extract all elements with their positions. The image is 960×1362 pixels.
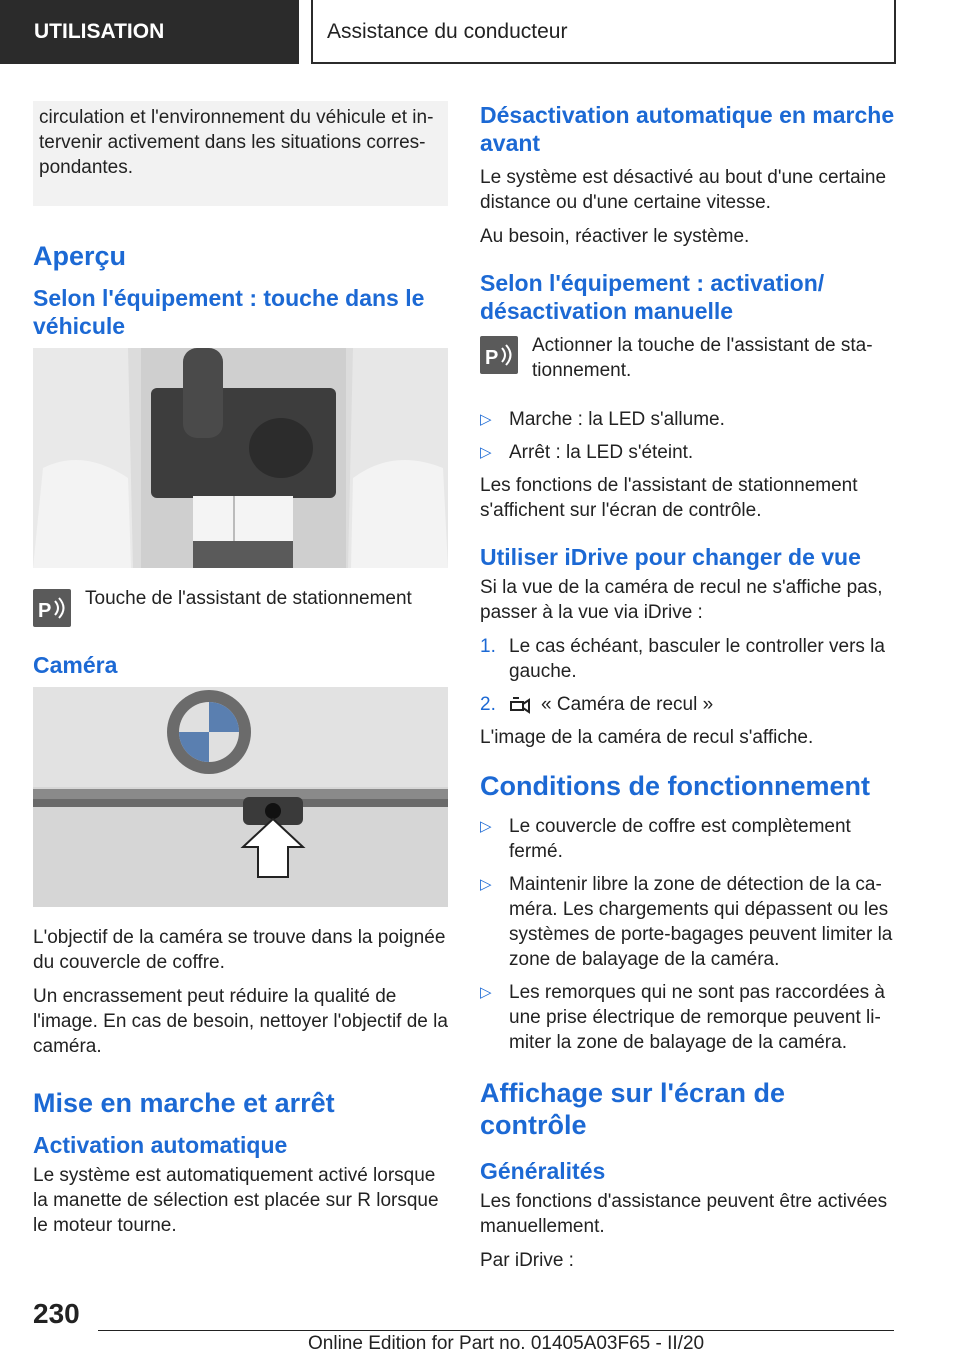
parking-assistant-icon (33, 589, 71, 627)
p-activation: Le système est automatiquement activé lorsque la manette de sélection est placée sur R lorsque le moteur tourne. (33, 1165, 439, 1236)
p-desactive: Le système est désactivé au bout d'une certaine distance ou d'une certaine vitesse. (480, 167, 887, 213)
p-si-vue: Si la vue de la caméra de recul ne s'affiche pas, passer à la vue via iDrive : (480, 577, 883, 623)
p-objectif: L'objectif de la caméra se trouve dans la poignée du couvercle de coffre. (33, 927, 446, 973)
p-par-idrive: Par iDrive : (480, 1250, 574, 1271)
svg-text:P: P (38, 600, 52, 622)
heading-camera: Caméra (33, 652, 118, 678)
heading-desactivation: Désactivation automatique en marche avant (480, 102, 895, 156)
heading-generalites: Généralités (480, 1158, 606, 1184)
footer-edition: Online Edition for Part no. 01405A03F65 - II/20 (308, 1333, 705, 1354)
list-item: 1. Le cas échéant, basculer le controller vers la gauche. (480, 636, 885, 682)
camera-photo (33, 687, 448, 907)
p-encrassement: Un encrassement peut réduire la qualité de l'image. En cas de besoin, nettoyer l'objectif de la caméra. (33, 986, 448, 1057)
parking-assistant-icon (480, 336, 518, 374)
led-list (480, 407, 895, 465)
info-note: circulation et l'environnement du véhicule et in-tervenir activement dans les situations corres-pondantes. (33, 101, 448, 206)
page-number: 230 (33, 1298, 80, 1329)
p-image: L'image de la caméra de recul s'affiche. (480, 727, 814, 748)
steps-list (480, 634, 895, 717)
heading-touche: Selon l'équipement : touche dans le véhicule (33, 285, 425, 339)
console-photo (33, 348, 448, 568)
right-column (480, 101, 895, 1282)
triangle-bullet-icon: ▷ (480, 444, 492, 461)
actionner-row (480, 333, 895, 383)
touche-caption: Touche de l'assistant de stationnement (85, 588, 412, 609)
footer-divider (98, 1330, 894, 1331)
list-item: ▷ Le couvercle de coffre est complètement fermé. (480, 816, 851, 862)
svg-text:P: P (485, 347, 499, 369)
p-reactiver: Au besoin, réactiver le système. (480, 226, 750, 247)
heading-affichage: Affichage sur l'écran de contrôle (480, 1078, 786, 1140)
chapter-tab: Assistance du conducteur (311, 0, 896, 64)
heading-idrive: Utiliser iDrive pour changer de vue (480, 544, 861, 570)
rear-camera-icon (509, 696, 533, 714)
p-generalites: Les fonctions d'assistance peuvent être activées manuellement. (480, 1191, 888, 1237)
section-tab: UTILISATION (0, 0, 299, 64)
triangle-bullet-icon: ▷ (480, 876, 492, 893)
list-item: ▷ Marche : la LED s'allume. (480, 409, 725, 430)
list-item: ▷ Arrêt : la LED s'éteint. (480, 442, 694, 463)
p-actionner: Actionner la touche de l'assistant de sta-tionnement. (532, 335, 873, 381)
heading-activation: Activation automatique (33, 1132, 288, 1158)
heading-apercu: Aperçu (33, 241, 127, 271)
list-item: 2. « Caméra de recul » (480, 694, 714, 715)
triangle-bullet-icon: ▷ (480, 411, 492, 428)
heading-mise-en-marche: Mise en marche et arrêt (33, 1088, 335, 1118)
conditions-list (480, 814, 895, 1055)
list-item: ▷ Les remorques qui ne sont pas raccordées à une prise électrique de remorque peuvent li-miter la zone de balayage de la caméra. (480, 982, 885, 1053)
list-item: ▷ Maintenir libre la zone de détection de la ca-méra. Les chargements qui dépassent ou les systèmes de porte-bagages peuvent limiter la zone de balayage de la caméra. (480, 874, 893, 970)
heading-conditions: Conditions de fonctionnement (480, 771, 870, 801)
left-column (33, 101, 448, 1247)
p-fonctions: Les fonctions de l'assistant de stationnement s'affichent sur l'écran de contrôle. (480, 475, 858, 521)
triangle-bullet-icon: ▷ (480, 818, 492, 835)
page-header (0, 0, 960, 66)
touche-caption-row (33, 586, 448, 627)
triangle-bullet-icon: ▷ (480, 984, 492, 1001)
heading-manuelle: Selon l'équipement : activation/ désactivation manuelle (480, 270, 825, 324)
